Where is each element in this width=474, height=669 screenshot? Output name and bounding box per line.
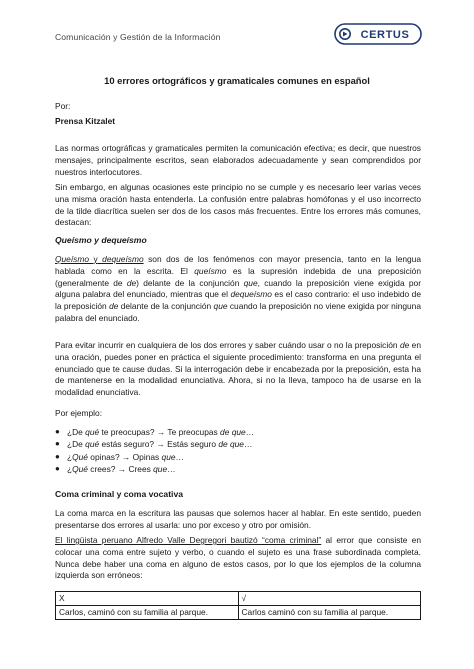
text-span: Qué [72, 451, 88, 462]
examples-label: Por ejemplo: [55, 408, 103, 418]
term-que-italic: que [213, 301, 228, 312]
term-que-italic: que [243, 277, 258, 288]
term-de-italic: de [109, 301, 119, 312]
table-cell: Carlos, caminó con su familia al parque. [56, 606, 239, 620]
paragraph-procedure [55, 340, 421, 399]
list-item [55, 438, 421, 450]
text-span: crees? → Crees [87, 464, 154, 475]
section-heading-queismo: Queísmo y dequeísmo [55, 235, 147, 245]
text-span: ¿ [67, 464, 73, 475]
byline-label: Por: [55, 101, 71, 111]
header-course-name: Comunicación y Gestión de la Información [55, 32, 221, 42]
table-header-cell-wrong: X [56, 592, 239, 606]
text-span: ¿ [67, 451, 73, 462]
text-span: … [245, 427, 255, 437]
text-span: Para evitar incurrir en cualquiera de los dos errores y saber cuándo usar o no la preposición [55, 340, 400, 350]
text-span: te preocupas? → Te preocupas [99, 427, 221, 437]
text-span: en una oración, puedes poner en práctica el siguiente procedimiento: transforma en una pregunta el enunciado que te cause dudas. Si la interrogación debe ir encabezada por la preposición, esta ha de mantenerse en la modalidad enunciativa. Ahora, si no la lleva, tampoco ha de usarse en la modalidad enunciativa. [55, 340, 421, 398]
text-span: qué [85, 427, 100, 437]
table-header-cell-correct: √ [238, 592, 421, 606]
table-row [56, 606, 421, 620]
text-span: que [153, 464, 168, 475]
term-conjunction: y [93, 254, 98, 264]
text-span: ) delante de la conjunción [136, 277, 244, 288]
text-span: opinas? → Opinas [87, 451, 162, 462]
table-header-row [56, 592, 421, 606]
text-span: qué [85, 439, 100, 450]
text-span: , cuando la preposición viene exigida por alguna palabra del enunciado, mientras que el [55, 277, 421, 300]
text-span: ¿De [67, 427, 86, 437]
text-span: de que [220, 427, 246, 437]
certus-logo [334, 23, 422, 45]
term-dequeismo-italic: dequeísmo [230, 289, 272, 300]
text-span: … [167, 464, 176, 475]
paragraph-coma-intro: La coma marca en la escritura las pausas que solemos hacer al hablar. En este sentido, pueden presentarse dos errores al usarla: uno por exceso y otro por omisión. [55, 508, 421, 530]
list-item [55, 451, 421, 463]
text-span: cuando la preposición no viene exigida por ninguna palabra del enunciado. [55, 301, 421, 323]
document-title: 10 errores ortográficos y gramaticales comunes en español [104, 75, 370, 86]
term-queismo: Queísmo [55, 254, 94, 264]
text-span: estás seguro? → Estás seguro [99, 439, 219, 450]
paragraph-context: Sin embargo, en algunas ocasiones este principio no se cumple y es necesario leer varias veces una misma oración hasta entenderla. La confusión entre palabras homófonas y el uso incorrecto de la tilde diacrítica suelen ser dos de los casos más frecuentes. Entre los errores más comunes, destacan: [55, 182, 421, 228]
byline-author: Prensa Kitzalet [55, 116, 116, 126]
text-span: son dos de los fenómenos con mayor presencia, tanto en la lengua hablada como en la escrita. El [55, 254, 422, 276]
bullet-icon: ● [55, 439, 60, 449]
paragraph-queismo-definition [55, 254, 421, 325]
list-item [55, 426, 421, 438]
text-span: ¿De [67, 439, 86, 450]
text-span-underlined: El lingüista peruano Alfredo Valle Degregori bautizó “coma criminal” [55, 535, 322, 545]
term-de-italic: de [126, 277, 137, 288]
paragraph-intro: Las normas ortográficas y gramaticales permiten la comunicación efectiva; es decir, que nuestros mensajes, principalmente escritos, sean elaborados adecuadamente y sean comprendidos por nuestros interlocutores. [55, 143, 421, 177]
bullet-icon: ● [55, 451, 60, 461]
text-span: delante de la conjunción [118, 301, 214, 312]
examples-table [55, 591, 421, 620]
examples-list [55, 426, 421, 476]
text-span: Qué [72, 464, 88, 475]
paragraph-coma-criminal [55, 535, 421, 582]
term-dequeismo: dequeísmo [97, 254, 144, 264]
bullet-icon: ● [55, 464, 60, 474]
text-span: … [175, 451, 184, 462]
table-cell: Carlos caminó con su familia al parque. [238, 606, 421, 620]
text-span: … [243, 439, 253, 450]
section-heading-coma: Coma criminal y coma vocativa [55, 489, 184, 499]
term-queismo-italic: queísmo [194, 265, 227, 276]
logo-text: CERTUS [360, 29, 410, 41]
term-de-italic: de [399, 340, 410, 350]
text-span: de que [218, 439, 244, 450]
bullet-icon: ● [55, 427, 60, 436]
text-span: que [161, 451, 176, 462]
text-span: al error que consiste en colocar una coma entre sujeto y verbo, o cuando el sujeto es una frase subordinada completa. Nunca debe haber una coma en alguno de estos casos, por lo que los ejemplos de la columna izquierda son erróneos: [55, 535, 421, 581]
text-span: es la supresión indebida de una preposición (generalmente de [55, 265, 421, 288]
text-span: es el caso contrario: el uso indebido de la preposición [55, 289, 421, 312]
list-item [55, 463, 421, 475]
